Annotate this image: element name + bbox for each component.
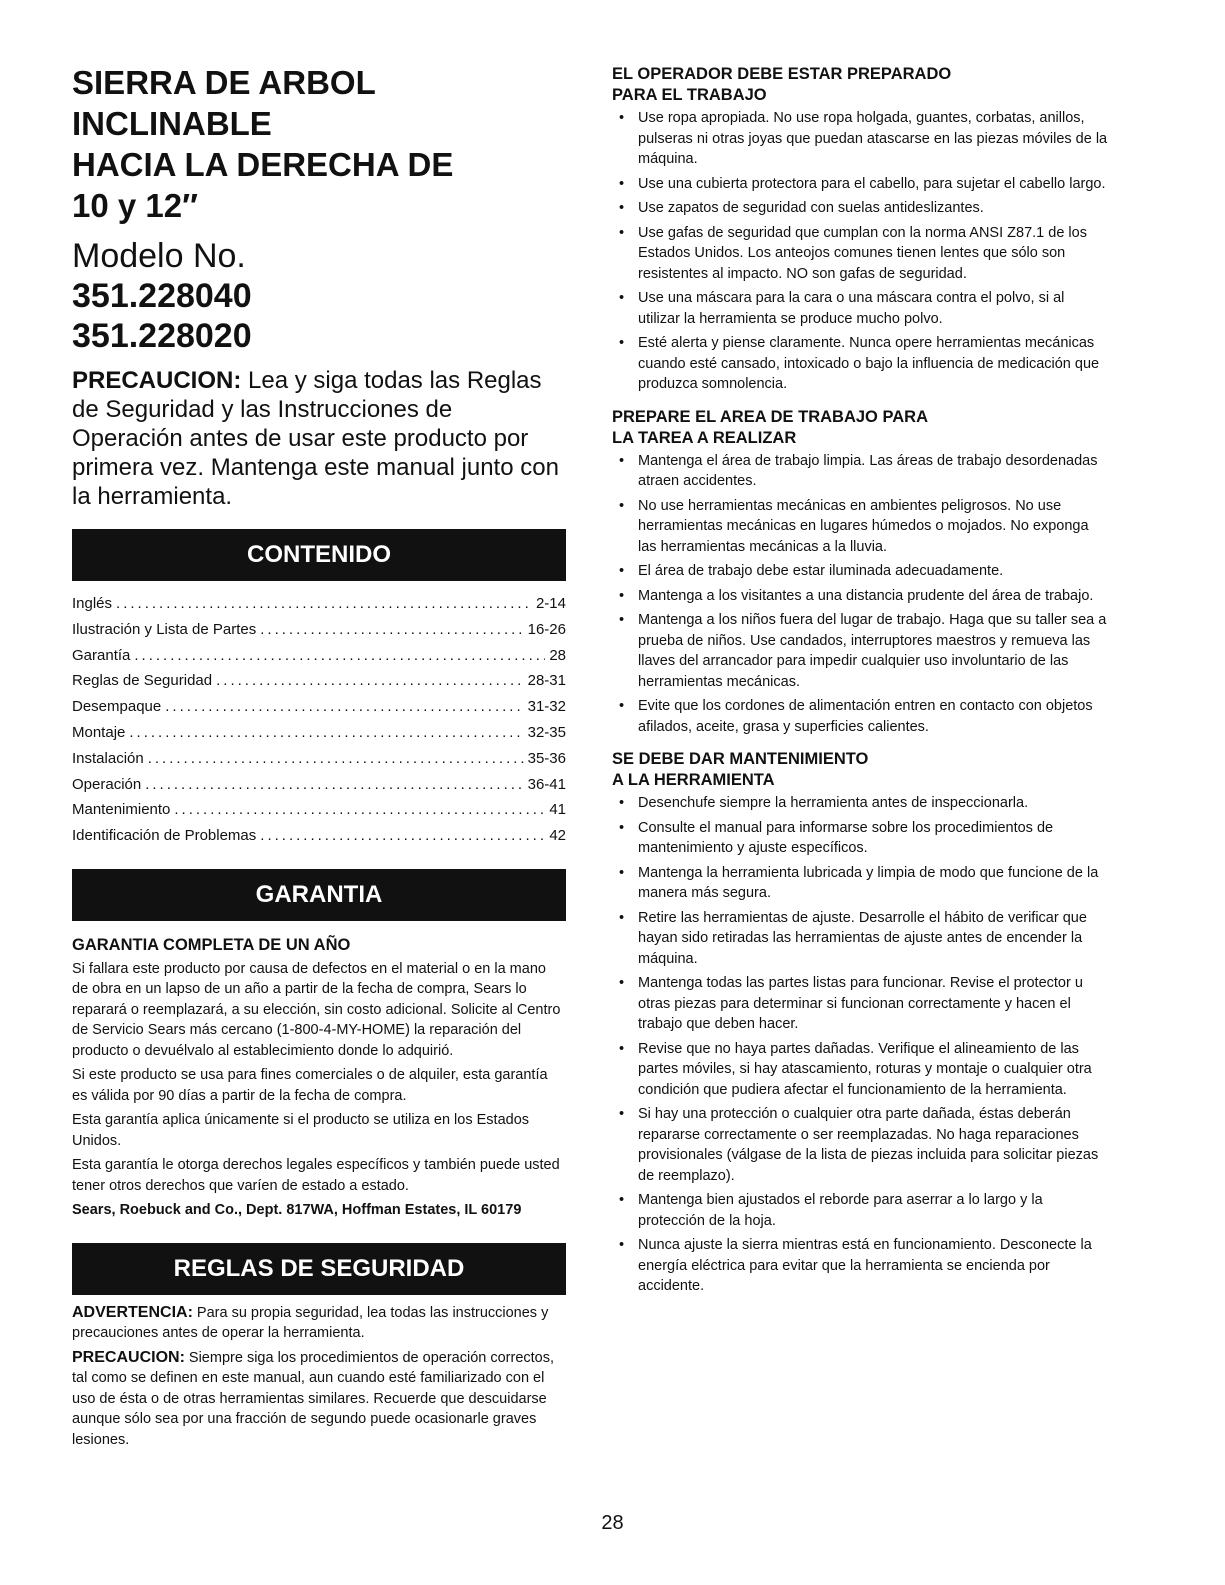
toc-row[interactable] <box>72 595 566 621</box>
warranty-paragraph: Si este producto se usa para fines comerciales o de alquiler, esta garantía es válida por 90 días a partir de la fecha de compra. <box>72 1067 548 1104</box>
list-item <box>612 696 1108 737</box>
bullet-icon: • <box>619 1237 625 1253</box>
list-item <box>612 223 1108 285</box>
bullet-icon: • <box>619 290 625 306</box>
toc-leader <box>260 827 545 844</box>
list-item-text: Use gafas de seguridad que cumplan con la norma ANSI Z87.1 de los Estados Unidos. Los anteojos comunes tienen lentes que sólo son resistentes al impacto. NO son gafas de seguridad. <box>638 224 1087 282</box>
toc-pages: 28-31 <box>527 672 566 690</box>
list-item-text: Desenchufe siempre la herramienta antes de inspeccionarla. <box>638 795 1029 811</box>
toc-leader <box>174 801 545 818</box>
title-line: HACIA LA DERECHA DE <box>72 146 454 183</box>
list-item-text: Mantenga la herramienta lubricada y limpia de modo que funcione de la manera más segura. <box>638 864 1099 901</box>
bullet-icon: • <box>619 335 625 351</box>
table-of-contents <box>72 595 566 853</box>
toc-leader <box>216 672 524 689</box>
toc-leader <box>116 595 532 612</box>
toc-row[interactable] <box>72 672 566 698</box>
safety-banner: REGLAS DE SEGURIDAD <box>72 1243 566 1295</box>
right-column <box>612 64 1108 1301</box>
bullet-icon: • <box>619 795 625 811</box>
list-item <box>612 1235 1108 1297</box>
left-column <box>72 62 566 1454</box>
bullet-icon: • <box>619 563 625 579</box>
toc-leader <box>165 698 523 715</box>
warranty-address: Sears, Roebuck and Co., Dept. 817WA, Hoffman Estates, IL 60179 <box>72 1202 522 1219</box>
toc-label: Ilustración y Lista de Partes <box>72 620 257 638</box>
list-item <box>612 863 1108 904</box>
bullet-icon: • <box>619 587 625 604</box>
bullet-icon: • <box>619 819 625 836</box>
warning-text: Para su propia seguridad, lea todas las instrucciones y precauciones antes de operar la herramienta. <box>72 1304 549 1342</box>
section-heading <box>612 749 1108 791</box>
warning-paragraph <box>72 1303 566 1344</box>
list-item-text: Si hay una protección o cualquier otra parte dañada, éstas deberán repararse correctamente o ser reemplazadas. No haga reparaciones provisionales (válgase de la lista de piezas incluida para solicitar piezas de reemplazo). <box>638 1106 1099 1184</box>
bullet-icon: • <box>619 452 625 469</box>
model-label: Modelo No. <box>72 237 246 275</box>
list-item <box>612 973 1108 1035</box>
caution-label: PRECAUCION: <box>72 367 242 394</box>
toc-row[interactable] <box>72 776 566 802</box>
page-number: 28 <box>601 1512 624 1534</box>
toc-leader <box>260 621 523 638</box>
toc-label: Desempaque <box>72 698 162 716</box>
list-item-text: El área de trabajo debe estar iluminada adecuadamente. <box>638 563 1004 579</box>
list-item <box>612 496 1108 558</box>
list-item <box>612 561 1108 582</box>
bullet-icon: • <box>619 909 625 926</box>
title-line: 10 y 12″ <box>72 187 198 224</box>
list-item-text: Evite que los cordones de alimentación entren en contacto con objetos afilados, aceite, grasa y superficies calientes. <box>638 698 1093 735</box>
list-item-text: Consulte el manual para informarse sobre los procedimientos de mantenimiento y ajuste específicos. <box>638 819 1054 856</box>
list-item-text: Mantenga a los visitantes a una distancia prudente del área de trabajo. <box>638 587 1094 604</box>
operator-rules-list <box>612 108 1108 395</box>
safety-caution-label: PRECAUCION: <box>72 1348 185 1366</box>
toc-label: Reglas de Seguridad <box>72 672 213 690</box>
bullet-icon: • <box>619 612 625 628</box>
safety-caution-text: Siempre siga los procedimientos de operación correctos, tal como se definen en este manual, aun cuando esté familiarizado con el uso de ésta o de otras herramientas similares. Recuerde que descuidarse aunque sólo sea por una fracción de segundo puede ocasionarle graves lesiones. <box>72 1349 555 1448</box>
toc-pages: 31-32 <box>527 698 566 716</box>
list-item <box>612 451 1108 492</box>
list-item-text: Mantenga todas las partes listas para funcionar. Revise el protector u otras piezas para determinar si funcionan correctamente y hacen el trabajo que deben hacer. <box>638 975 1083 1032</box>
list-item-text: Use una máscara para la cara o una máscara contra el polvo, si al utilizar la herramienta se produce mucho polvo. <box>638 290 1065 327</box>
warranty-paragraph: Esta garantía le otorga derechos legales específicos y también puede usted tener otros derechos que varíen de estado a estado. <box>72 1157 560 1194</box>
list-item <box>612 793 1108 814</box>
toc-label: Instalación <box>72 749 144 767</box>
model-number: 351.228020 <box>72 317 252 355</box>
toc-row[interactable] <box>72 647 566 673</box>
list-item-text: Use una cubierta protectora para el cabello, para sujetar el cabello largo. <box>638 175 1106 192</box>
toc-row[interactable] <box>72 827 566 853</box>
toc-leader <box>129 724 523 741</box>
toc-pages: 32-35 <box>527 723 566 741</box>
toc-leader <box>148 750 524 767</box>
bullet-icon: • <box>619 110 625 126</box>
list-item-text: Mantenga el área de trabajo limpia. Las áreas de trabajo desordenadas atraen accidentes. <box>638 452 1098 489</box>
toc-row[interactable] <box>72 698 566 724</box>
toc-label: Operación <box>72 775 142 793</box>
warranty-subheading: GARANTIA COMPLETA DE UN AÑO <box>72 935 351 954</box>
toc-row[interactable] <box>72 724 566 750</box>
list-item-text: Retire las herramientas de ajuste. Desarrolle el hábito de verificar que hayan sido retiradas las herramientas de ajuste antes de encender la máquina. <box>638 909 1087 967</box>
toc-row[interactable] <box>72 621 566 647</box>
list-item-text: Esté alerta y piense claramente. Nunca opere herramientas mecánicas cuando esté cansado, intoxicado o bajo la influencia de medicación que produzca somnolencia. <box>638 335 1100 392</box>
list-item <box>612 818 1108 859</box>
list-item-text: No use herramientas mecánicas en ambientes peligrosos. No use herramientas mecánicas en lugares húmedos o mojados. No exponga las herramientas mecánicas a la lluvia. <box>638 497 1089 555</box>
work-area-rules-list <box>612 451 1108 738</box>
list-item-text: Mantenga a los niños fuera del lugar de trabajo. Haga que su taller sea a prueba de niños. Use candados, interruptores maestros y remueva las llaves del arrancador para impedir cualquier uso involuntario de las herramientas mecánicas. <box>638 612 1107 690</box>
toc-label: Montaje <box>72 723 126 741</box>
bullet-icon: • <box>619 975 625 991</box>
list-item <box>612 586 1108 607</box>
list-item <box>612 1190 1108 1231</box>
toc-leader <box>145 776 523 793</box>
heading-line: EL OPERADOR DEBE ESTAR PREPARADO <box>612 65 952 83</box>
list-item <box>612 288 1108 329</box>
list-item <box>612 1039 1108 1101</box>
caution-notice <box>72 366 566 511</box>
toc-pages: 35-36 <box>527 749 566 767</box>
toc-label: Inglés <box>72 595 113 612</box>
heading-line: LA TAREA A REALIZAR <box>612 428 797 447</box>
toc-pages: 28 <box>549 646 566 664</box>
bullet-icon: • <box>619 1106 625 1122</box>
list-item-text: Use ropa apropiada. No use ropa holgada, guantes, corbatas, anillos, pulseras ni otras joyas que puedan atascarse en las piezas móviles de la máquina. <box>638 110 1108 167</box>
document-title <box>72 62 566 226</box>
list-item <box>612 198 1108 219</box>
list-item-text: Mantenga bien ajustados el reborde para aserrar a lo largo y la protección de la hoja. <box>638 1192 1043 1229</box>
toc-label: Mantenimiento <box>72 801 171 819</box>
list-item-text: Use zapatos de seguridad con suelas antideslizantes. <box>638 200 984 216</box>
title-line: SIERRA DE ARBOL INCLINABLE <box>72 64 376 142</box>
toc-leader <box>134 647 545 664</box>
list-item <box>612 333 1108 395</box>
warranty-paragraph: Si fallara este producto por causa de defectos en el material o en la mano de obra en un lapso de un año a partir de la fecha de compra, Sears lo reparará o reemplazará, a su elección, sin costo adicional. Solicite al Centro de Servicio Sears más cercano (1-800-4-MY-HOME) la reparación del producto o devuélvalo al establecimiento donde lo adquirió. <box>72 960 561 1059</box>
warning-label: ADVERTENCIA: <box>72 1303 193 1321</box>
toc-label: Identificación de Problemas <box>72 827 257 845</box>
section-heading <box>612 64 1108 106</box>
bullet-icon: • <box>619 224 625 241</box>
toc-row[interactable] <box>72 801 566 827</box>
toc-pages: 16-26 <box>527 620 566 638</box>
list-item <box>612 174 1108 195</box>
toc-row[interactable] <box>72 750 566 776</box>
toc-label: Garantía <box>72 646 131 664</box>
bullet-icon: • <box>619 864 625 881</box>
toc-pages: 41 <box>549 801 566 819</box>
toc-pages: 42 <box>549 827 566 845</box>
caution-text: Lea y siga todas las Reglas de Seguridad y las Instrucciones de Operación antes de usar este producto por primera vez. Mantenga este manual junto con la herramienta. <box>72 367 559 510</box>
list-item <box>612 610 1108 692</box>
warranty-banner: GARANTIA <box>72 869 566 921</box>
list-item <box>612 1104 1108 1186</box>
section-heading <box>612 407 1108 449</box>
model-number: 351.228040 <box>72 277 252 315</box>
contents-banner: CONTENIDO <box>72 529 566 581</box>
safety-caution-paragraph <box>72 1348 566 1451</box>
list-item-text: Revise que no haya partes dañadas. Verifique el alineamiento de las partes móviles, si hay atascamiento, roturas y montaje o cualquier otra condición que pudiera afectar el funcionamiento de la herramienta. <box>638 1040 1092 1098</box>
list-item-text: Nunca ajuste la sierra mientras está en funcionamiento. Desconecte la energía eléctrica para evitar que la herramienta se encienda por accidente. <box>638 1237 1092 1294</box>
bullet-icon: • <box>619 200 625 216</box>
bullet-icon: • <box>619 1192 625 1208</box>
toc-pages: 36-41 <box>527 775 566 793</box>
toc-pages: 2-14 <box>535 595 566 612</box>
list-item <box>612 908 1108 970</box>
bullet-icon: • <box>619 698 625 714</box>
heading-line: PARA EL TRABAJO <box>612 86 767 104</box>
heading-line: SE DEBE DAR MANTENIMIENTO <box>612 750 869 768</box>
bullet-icon: • <box>619 175 625 192</box>
list-item <box>612 108 1108 170</box>
bullet-icon: • <box>619 497 625 514</box>
maintenance-rules-list <box>612 793 1108 1297</box>
heading-line: PREPARE EL AREA DE TRABAJO PARA <box>612 407 928 426</box>
heading-line: A LA HERRAMIENTA <box>612 771 775 789</box>
bullet-icon: • <box>619 1040 625 1057</box>
warranty-paragraph: Esta garantía aplica únicamente si el producto se utiliza en los Estados Unidos. <box>72 1112 530 1149</box>
